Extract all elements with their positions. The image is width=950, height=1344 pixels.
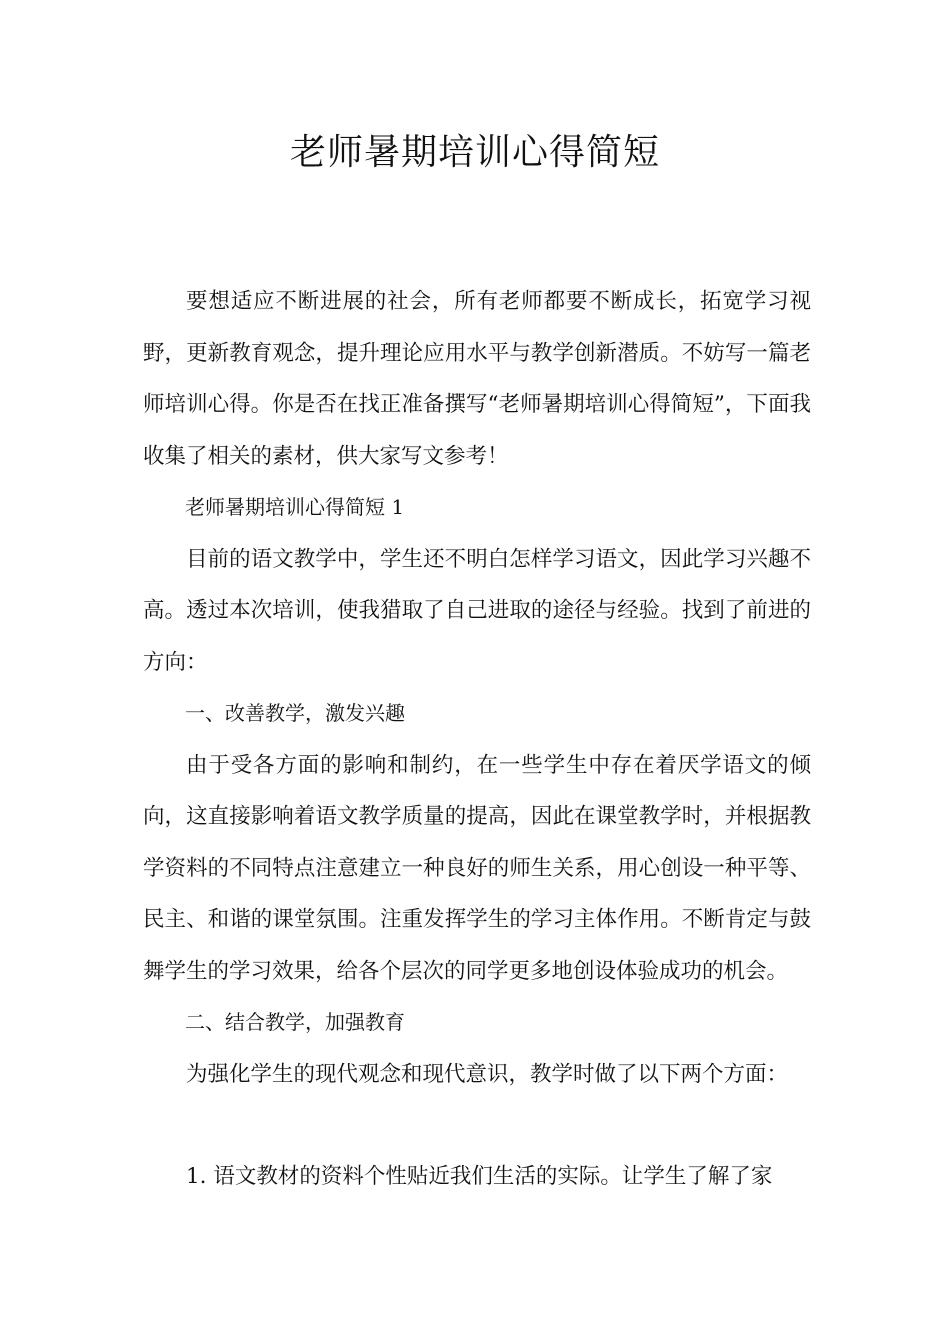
body-paragraph: 为强化学生的现代观念和现代意识，教学时做了以下两个方面：	[186, 1061, 789, 1087]
body-paragraph: 目前的语文教学中，学生还不明白怎样学习语文，因此学习兴趣不高。透过本次培训，使我猎取了自己进取的途径与经验。找到了前进的方向：	[143, 546, 811, 675]
document-body	[143, 276, 811, 1203]
intro-paragraph: 要想适应不断进展的社会，所有老师都要不断成长，拓宽学习视野，更新教育观念，提升理论应用水平与教学创新潜质。不妨写一篇老师培训心得。你是否在找正准备撰写“老师暑期培训心得简短”，下面我收集了相关的素材，供大家写文参考！	[143, 289, 811, 469]
subsection-heading: 一、改善教学，激发兴趣	[185, 701, 405, 725]
section-heading: 老师暑期培训心得简短 1	[185, 495, 405, 519]
body-paragraph: 由于受各方面的影响和制约，在一些学生中存在着厌学语文的倾向，这直接影响着语文教学质量的提高，因此在课堂教学时，并根据教学资料的不同特点注意建立一种良好的师生关系，用心创设一种平等、民主、和谐的课堂氛围。注重发挥学生的学习主体作用。不断肯定与鼓舞学生的学习效果，给各个层次的同学更多地创设体验成功的机会。	[143, 752, 811, 984]
subsection-heading: 二、结合教学，加强教育	[185, 1010, 405, 1034]
document-title: 老师暑期培训心得简短	[289, 132, 660, 173]
list-item-paragraph: 1. 语文教材的资料个性贴近我们生活的实际。让学生了解了家	[186, 1164, 773, 1189]
